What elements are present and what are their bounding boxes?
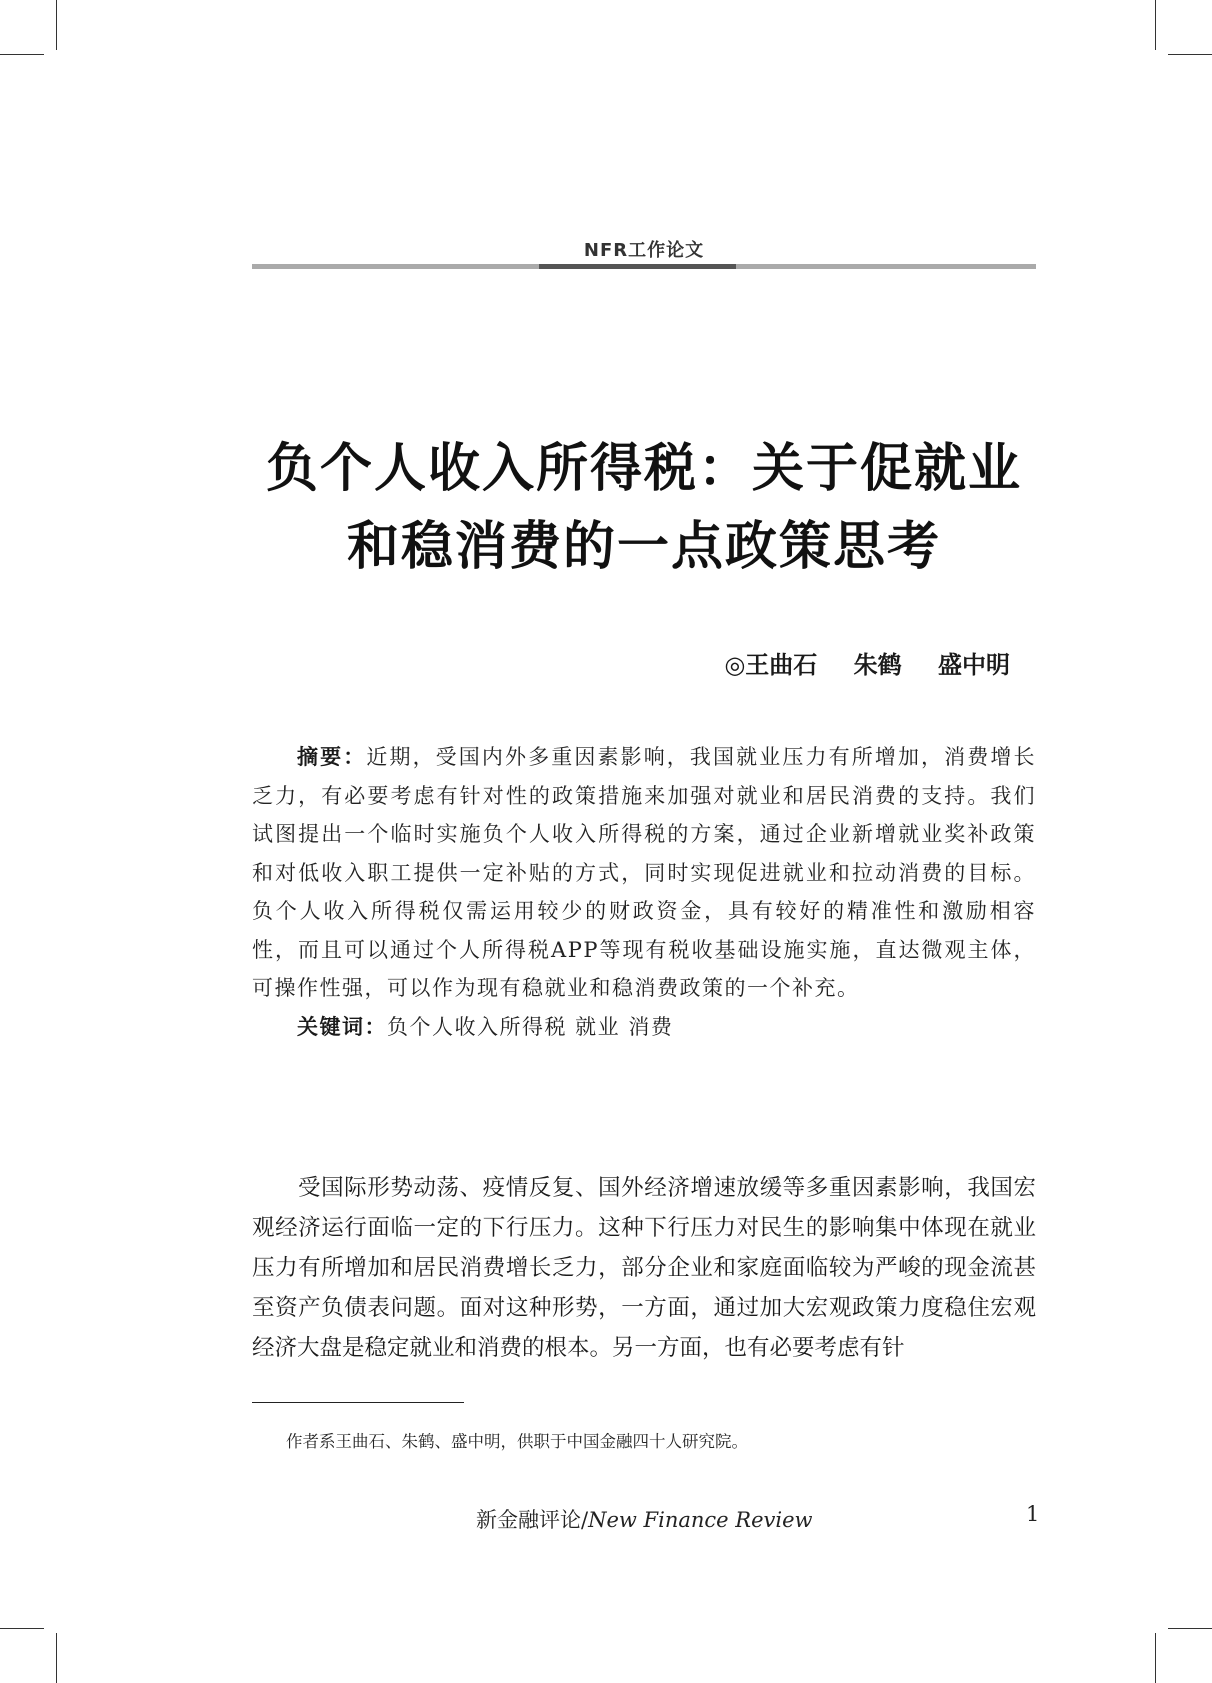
keywords-label: 关键词： — [297, 1014, 387, 1039]
author-name: 王曲石 — [745, 651, 818, 679]
footnote: 作者系王曲石、朱鹤、盛中明，供职于中国金融四十人研究院。 — [286, 1432, 748, 1451]
running-footer — [476, 1504, 812, 1534]
journal-name-en: New Finance Review — [588, 1508, 813, 1532]
abstract — [252, 738, 1036, 1046]
body-paragraph: 受国际形势动荡、疫情反复、国外经济增速放缓等多重因素影响，我国宏观经济运行面临一定的下行压力。这种下行压力对民生的影响集中体现在就业压力有所增加和居民消费增长乏力，部分企业和家庭面临较为严峻的现金流甚至资产负债表问题。面对这种形势，一方面，通过加大宏观政策力度稳住宏观经济大盘是稳定就业和消费的根本。另一方面，也有必要考虑有针 — [252, 1175, 1036, 1361]
crop-mark — [1155, 0, 1156, 50]
footnote-rule — [252, 1402, 464, 1403]
abstract-paragraph — [252, 738, 1036, 1008]
crop-mark — [1168, 54, 1212, 55]
author-list — [724, 645, 1010, 680]
header-rule-accent — [539, 264, 736, 269]
keywords-text: 负个人收入所得税 就业 消费 — [387, 1014, 674, 1039]
paper-title — [252, 430, 1036, 586]
crop-mark — [1155, 1633, 1156, 1683]
abstract-label: 摘要： — [297, 745, 367, 769]
keywords — [252, 1008, 1036, 1047]
title-line-1: 负个人收入所得税：关于促就业 — [265, 438, 1022, 499]
title-line-2: 和稳消费的一点政策思考 — [346, 516, 941, 577]
abstract-text: 近期，受国内外多重因素影响，我国就业压力有所增加，消费增长乏力，有必要考虑有针对性的政策措施来加强对就业和居民消费的支持。我们试图提出一个临时实施负个人收入所得税的方案，通过企业新增就业奖补政策和对低收入职工提供一定补贴的方式，同时实现促进就业和拉动消费的目标。负个人收入所得税仅需运用较少的财政资金，具有较好的精准性和激励相容性，而且可以通过个人所得税APP等现有税收基础设施实施，直达微观主体，可操作性强，可以作为现有稳就业和稳消费政策的一个补充。 — [252, 745, 1037, 1000]
journal-separator: / — [581, 1508, 589, 1532]
crop-mark — [0, 1628, 44, 1629]
journal-name-cn: 新金融评论 — [476, 1508, 581, 1532]
section-header: NFR工作论文 — [583, 240, 705, 261]
page-number: 1 — [1026, 1502, 1040, 1526]
crop-mark — [0, 54, 44, 55]
crop-mark — [1168, 1628, 1212, 1629]
crop-mark — [56, 0, 57, 50]
crop-mark — [56, 1633, 57, 1683]
author-2: 朱鹤 — [853, 651, 902, 679]
author-1 — [724, 651, 817, 679]
author-3: 盛中明 — [938, 651, 1010, 679]
author-marker: ◎ — [724, 651, 746, 679]
